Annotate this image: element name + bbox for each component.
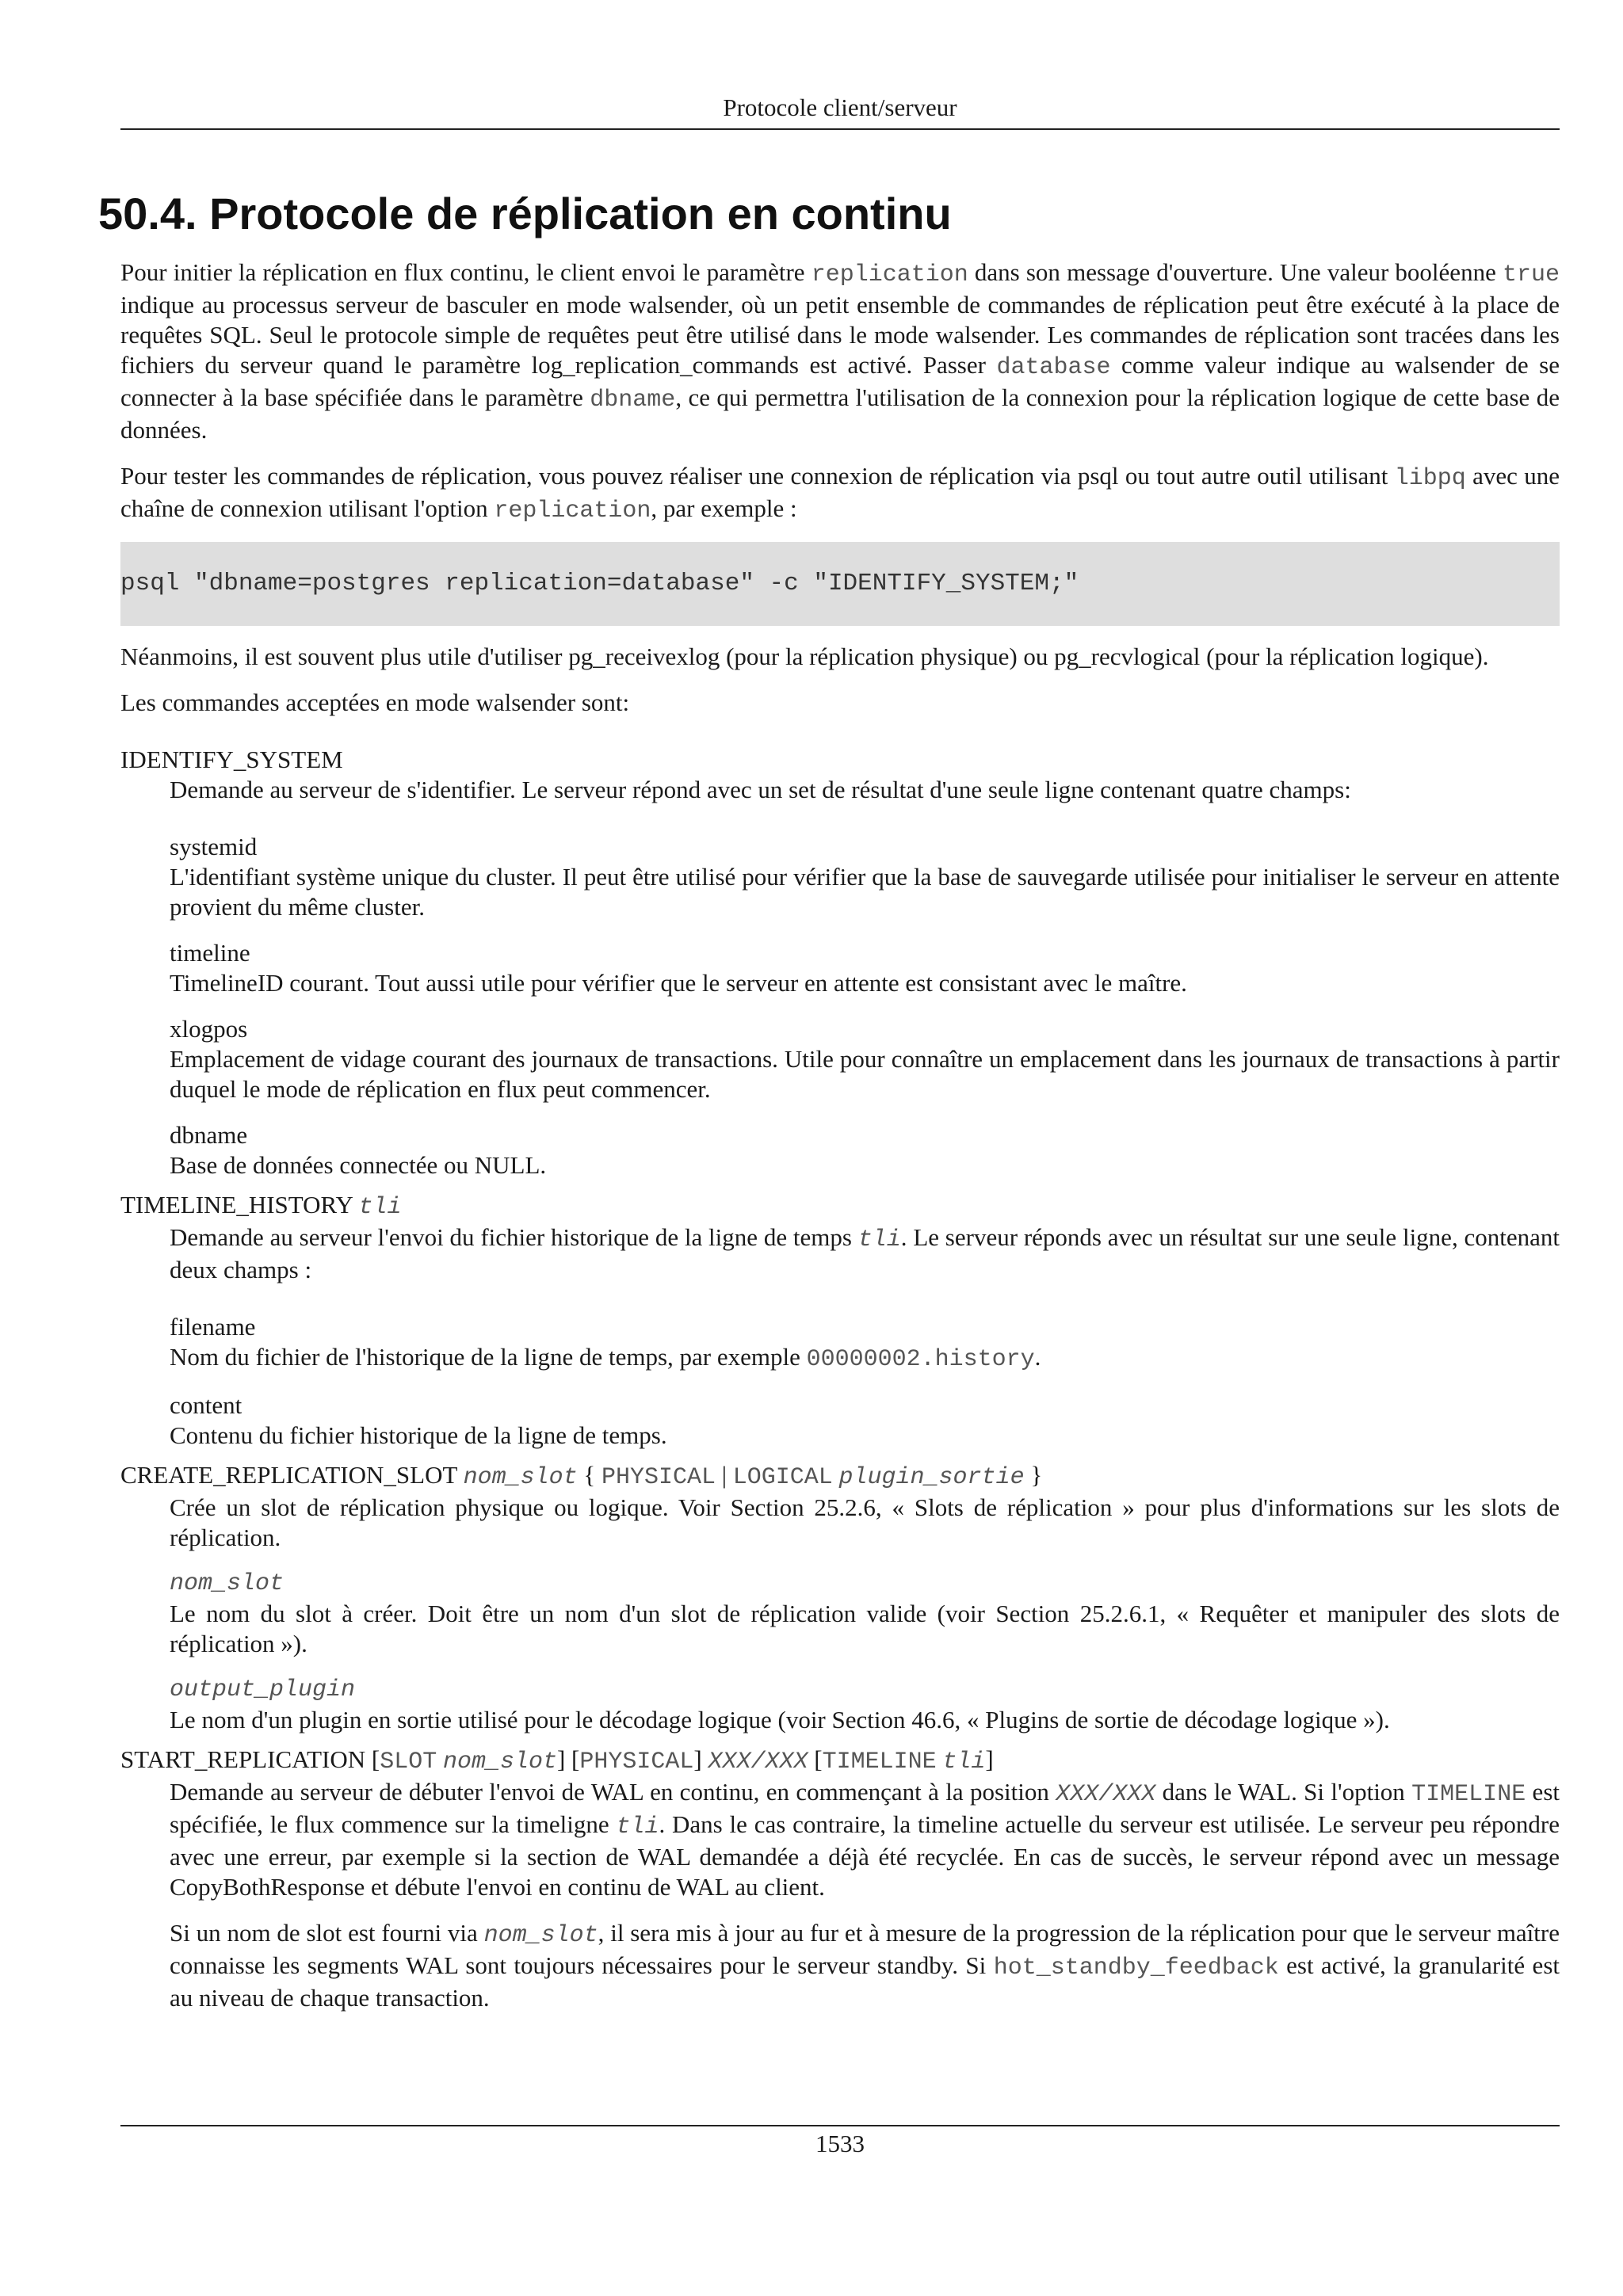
inline-code: replication xyxy=(811,261,968,288)
parameter-name: nom_slot xyxy=(170,1570,285,1597)
inline-code: tli xyxy=(616,1814,659,1840)
command-argument: plugin_sortie xyxy=(838,1464,1025,1491)
section-title: 50.4. Protocole de réplication en continu xyxy=(98,189,952,238)
field-name: dbname xyxy=(170,1121,248,1149)
command-def-start-replication xyxy=(170,1777,1560,2013)
command-keyword: CREATE_REPLICATION_SLOT xyxy=(120,1461,457,1489)
inline-code: true xyxy=(1502,261,1560,288)
field-description xyxy=(170,1342,1560,1375)
command-term-start-replication xyxy=(120,1745,1560,1777)
text-run: Nom du fichier de l'historique de la ligne de temps, par exemple xyxy=(170,1343,807,1371)
text-run: indique au processus serveur de basculer en mode walsender, où un petit ensemble de commandes de réplication peut être exécuté à la place de requêtes SQL. Seul le protocole simple de requêtes peut être utilisé dans le mode walsender. Les commandes de réplication sont tracées dans les fichiers du serveur quand le paramètre log_replication_commands est activé. Passer xyxy=(120,291,1560,379)
command-description xyxy=(170,1222,1560,1285)
text-run: Pour tester les commandes de réplication, vous pouvez réaliser une connexion de réplication via psql ou tout autre outil utilisant xyxy=(120,462,1395,490)
field-name: content xyxy=(170,1391,242,1419)
text-run: Si un nom de slot est fourni via xyxy=(170,1919,484,1947)
text-run: , ce qui permettra l'utilisation de la connexion pour la réplication logique de cette base de données. xyxy=(120,383,1560,444)
inline-code: dbname xyxy=(590,387,676,414)
field-description: Contenu du fichier historique de la ligne de temps. xyxy=(170,1421,667,1449)
command-term-timeline-history xyxy=(120,1190,1560,1222)
inline-code: tli xyxy=(857,1226,901,1253)
page-number: 1533 xyxy=(815,2130,865,2157)
text-run: . xyxy=(1034,1343,1041,1371)
testing-paragraph xyxy=(120,461,1560,526)
syntax-bracket: ] xyxy=(985,1745,994,1773)
text-run: . Dans le cas contraire, la timeline actuelle du serveur est utilisée. Le serveur peu répondre avec une erreur, par exemple si la section de WAL demandée a déjà été recyclée. En cas de succès, le serveur répond avec un message CopyBothResponse et débute l'envoi en continu de WAL au client. xyxy=(170,1810,1560,1901)
syntax-option: PHYSICAL xyxy=(601,1464,716,1491)
inline-code: libpq xyxy=(1394,465,1466,492)
command-keyword: TIMELINE_HISTORY xyxy=(120,1191,353,1219)
command-argument: nom_slot xyxy=(463,1464,578,1491)
field-description: TimelineID courant. Tout aussi utile pour vérifier que le serveur en attente est consistant avec le maître. xyxy=(170,969,1187,997)
field-name: filename xyxy=(170,1313,256,1341)
text-run: dans le WAL. Si l'option xyxy=(1155,1778,1412,1806)
intro-paragraph xyxy=(120,257,1560,445)
command-def-identify-system xyxy=(170,775,1560,1180)
command-keyword: START_REPLICATION xyxy=(120,1745,366,1773)
inline-code: TIMELINE xyxy=(1411,1781,1526,1808)
field-description: Emplacement de vidage courant des journaux de transactions. Utile pour connaître un emplacement dans les journaux de transactions à partir duquel le mode de réplication en flux peut commencer. xyxy=(170,1045,1560,1103)
syntax-separator: | xyxy=(716,1461,733,1489)
syntax-bracket: [ xyxy=(365,1745,380,1773)
parameter-name: output_plugin xyxy=(170,1676,356,1703)
command-term-create-replication-slot xyxy=(120,1460,1560,1493)
command-description: Demande au serveur de s'identifier. Le serveur répond avec un set de résultat d'une seule ligne contenant quatre champs: xyxy=(170,776,1351,803)
parameter-description: Le nom d'un plugin en sortie utilisé pour le décodage logique (voir Section 46.6, « Plugins de sortie de décodage logique »). xyxy=(170,1706,1390,1733)
text-run: , par exemple : xyxy=(651,494,797,522)
syntax-option: PHYSICAL xyxy=(579,1749,694,1775)
field-name: xlogpos xyxy=(170,1015,248,1043)
code-example-block xyxy=(120,542,1560,626)
command-def-timeline-history xyxy=(170,1222,1560,1451)
code-example-text: psql "dbname=postgres replication=database" -c "IDENTIFY_SYSTEM;" xyxy=(120,570,1079,597)
inline-code: database xyxy=(996,354,1111,381)
text-run: est activé, la granularité est au niveau de chaque transaction. xyxy=(170,1951,1560,2012)
field-name: systemid xyxy=(170,833,258,860)
inline-code: replication xyxy=(494,498,651,524)
text-run: Demande au serveur de débuter l'envoi de WAL en continu, en commençant à la position xyxy=(170,1778,1056,1806)
text-run: . Le serveur réponds avec un résultat sur une seule ligne, contenant deux champs : xyxy=(170,1223,1560,1283)
text-run: Pour initier la réplication en flux continu, le client envoi le paramètre xyxy=(120,258,812,286)
syntax-bracket: ] xyxy=(693,1745,708,1773)
field-description: L'identifiant système unique du cluster. Il peut être utilisé pour vérifier que la base de sauvegarde utilisée pour initialiser le serveur en attente provient du même cluster. xyxy=(170,863,1560,921)
field-name: timeline xyxy=(170,939,250,967)
command-argument: nom_slot xyxy=(442,1749,557,1775)
command-def-create-replication-slot xyxy=(170,1493,1560,1735)
tools-paragraph: Néanmoins, il est souvent plus utile d'utiliser pg_receivexlog (pour la réplication physique) ou pg_recvlogical (pour la réplication logique). xyxy=(120,643,1489,670)
text-run: Demande au serveur l'envoi du fichier historique de la ligne de temps xyxy=(170,1223,858,1251)
command-argument: tli xyxy=(942,1749,986,1775)
syntax-brace: { xyxy=(577,1461,601,1489)
text-run: comme valeur indique au walsender de se connecter à la base spécifiée dans le paramètre xyxy=(120,351,1560,411)
text-run: , il sera mis à jour au fur et à mesure de la progression de la réplication pour que le serveur maître connaisse les segments WAL sont toujours nécessaires pour le serveur standby. Si xyxy=(170,1919,1560,1979)
command-description xyxy=(170,1777,1560,1902)
inline-code: XXX/XXX xyxy=(1056,1781,1156,1808)
command-description: Crée un slot de réplication physique ou logique. Voir Section 25.2.6, « Slots de réplication » pour plus d'informations sur les slots de réplication. xyxy=(170,1493,1560,1551)
header-rule xyxy=(120,128,1560,130)
text-run: dans son message d'ouverture. Une valeur booléenne xyxy=(968,258,1503,286)
running-header: Protocole client/serveur xyxy=(723,93,957,121)
command-argument: tli xyxy=(358,1194,402,1221)
field-description: Base de données connectée ou NULL. xyxy=(170,1151,547,1179)
footer-rule xyxy=(120,2125,1560,2126)
command-argument: XXX/XXX xyxy=(708,1749,808,1775)
syntax-option: LOGICAL xyxy=(732,1464,833,1491)
syntax-option: TIMELINE xyxy=(822,1749,937,1775)
section-body xyxy=(120,257,1560,2029)
inline-code: hot_standby_feedback xyxy=(993,1955,1279,1981)
text-run: avec une chaîne de connexion utilisant l'option xyxy=(120,462,1560,522)
syntax-option: SLOT xyxy=(380,1749,437,1775)
parameter-description: Le nom du slot à créer. Doit être un nom d'un slot de réplication valide (voir Section 25.2.6.1, « Requêter et manipuler des slots de réplication »). xyxy=(170,1600,1560,1657)
syntax-bracket: [ xyxy=(808,1745,823,1773)
commands-intro: Les commandes acceptées en mode walsender sont: xyxy=(120,688,630,716)
syntax-bracket: ] [ xyxy=(556,1745,580,1773)
syntax-brace: } xyxy=(1024,1461,1043,1489)
command-description xyxy=(170,1918,1560,2013)
command-term-identify-system: IDENTIFY_SYSTEM xyxy=(120,746,343,773)
text-run: est spécifiée, le flux commence sur la timeligne xyxy=(170,1778,1560,1838)
inline-code: 00000002.history xyxy=(806,1346,1035,1373)
inline-code: nom_slot xyxy=(483,1922,598,1949)
